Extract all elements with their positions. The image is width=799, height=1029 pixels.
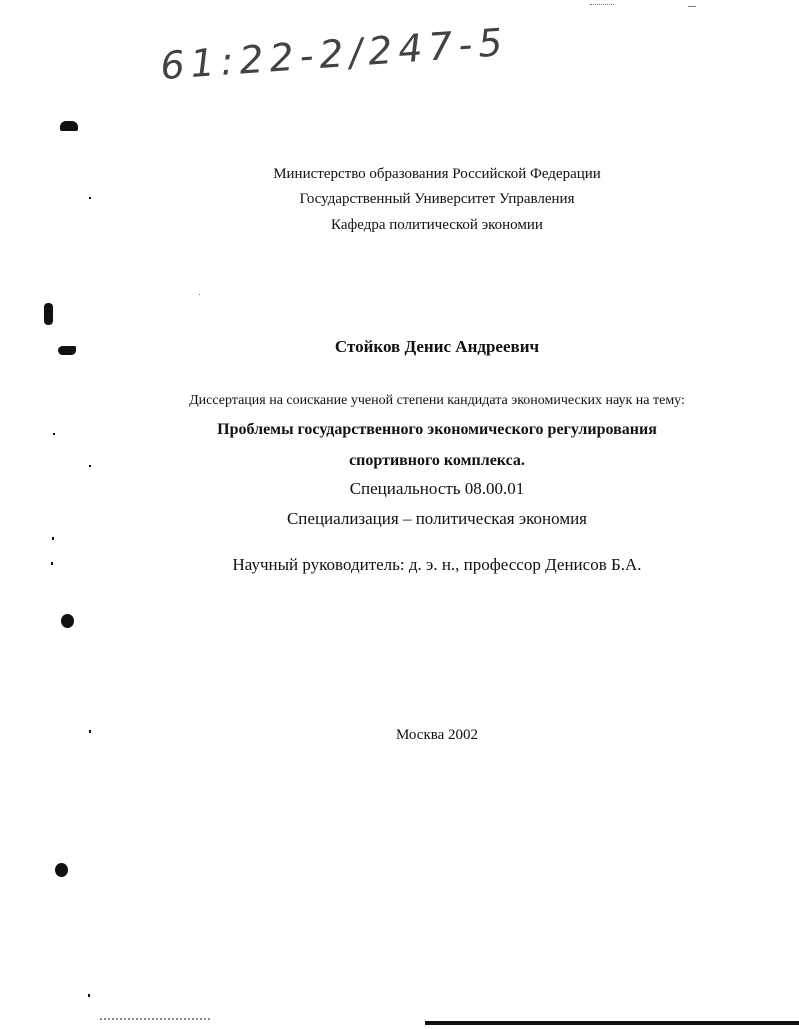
punch-hole-mark bbox=[60, 121, 78, 131]
dissertation-title-line-2: спортивного комплекса. bbox=[349, 452, 525, 469]
scan-speck bbox=[52, 537, 54, 540]
ministry-name: Министерство образования Российской Федерации bbox=[273, 166, 601, 182]
specialty: Специальность 08.00.01 bbox=[349, 479, 525, 498]
scan-artifact-top-dash bbox=[688, 6, 696, 7]
punch-hole-mark bbox=[44, 303, 53, 325]
scan-speck bbox=[199, 294, 200, 295]
dissertation-title-line-1: Проблемы государственного экономического регулирования bbox=[217, 421, 657, 438]
dissertation-intro: Диссертация на соискание ученой степени кандидата экономических наук на тему: bbox=[189, 393, 685, 408]
department-name: Кафедра политической экономии bbox=[331, 217, 543, 233]
specialization: Специализация – политическая экономия bbox=[286, 509, 588, 528]
scientific-advisor: Научный руководитель: д. э. н., профессор Денисов Б.А. bbox=[232, 555, 642, 574]
scan-artifact-bottom-dots bbox=[100, 1018, 210, 1022]
punch-hole-mark bbox=[61, 614, 74, 628]
city-year: Москва 2002 bbox=[395, 727, 479, 743]
scan-speck bbox=[88, 994, 90, 997]
punch-hole-mark bbox=[55, 863, 68, 877]
handwritten-archive-number: 61:22-2/247-5 bbox=[158, 19, 510, 89]
scan-artifact-bottom-rule bbox=[425, 1021, 799, 1025]
scan-artifact-top-dots bbox=[590, 4, 614, 6]
university-name: Государственный Университет Управления bbox=[299, 191, 575, 207]
author-name: Стойков Денис Андреевич bbox=[334, 337, 540, 356]
